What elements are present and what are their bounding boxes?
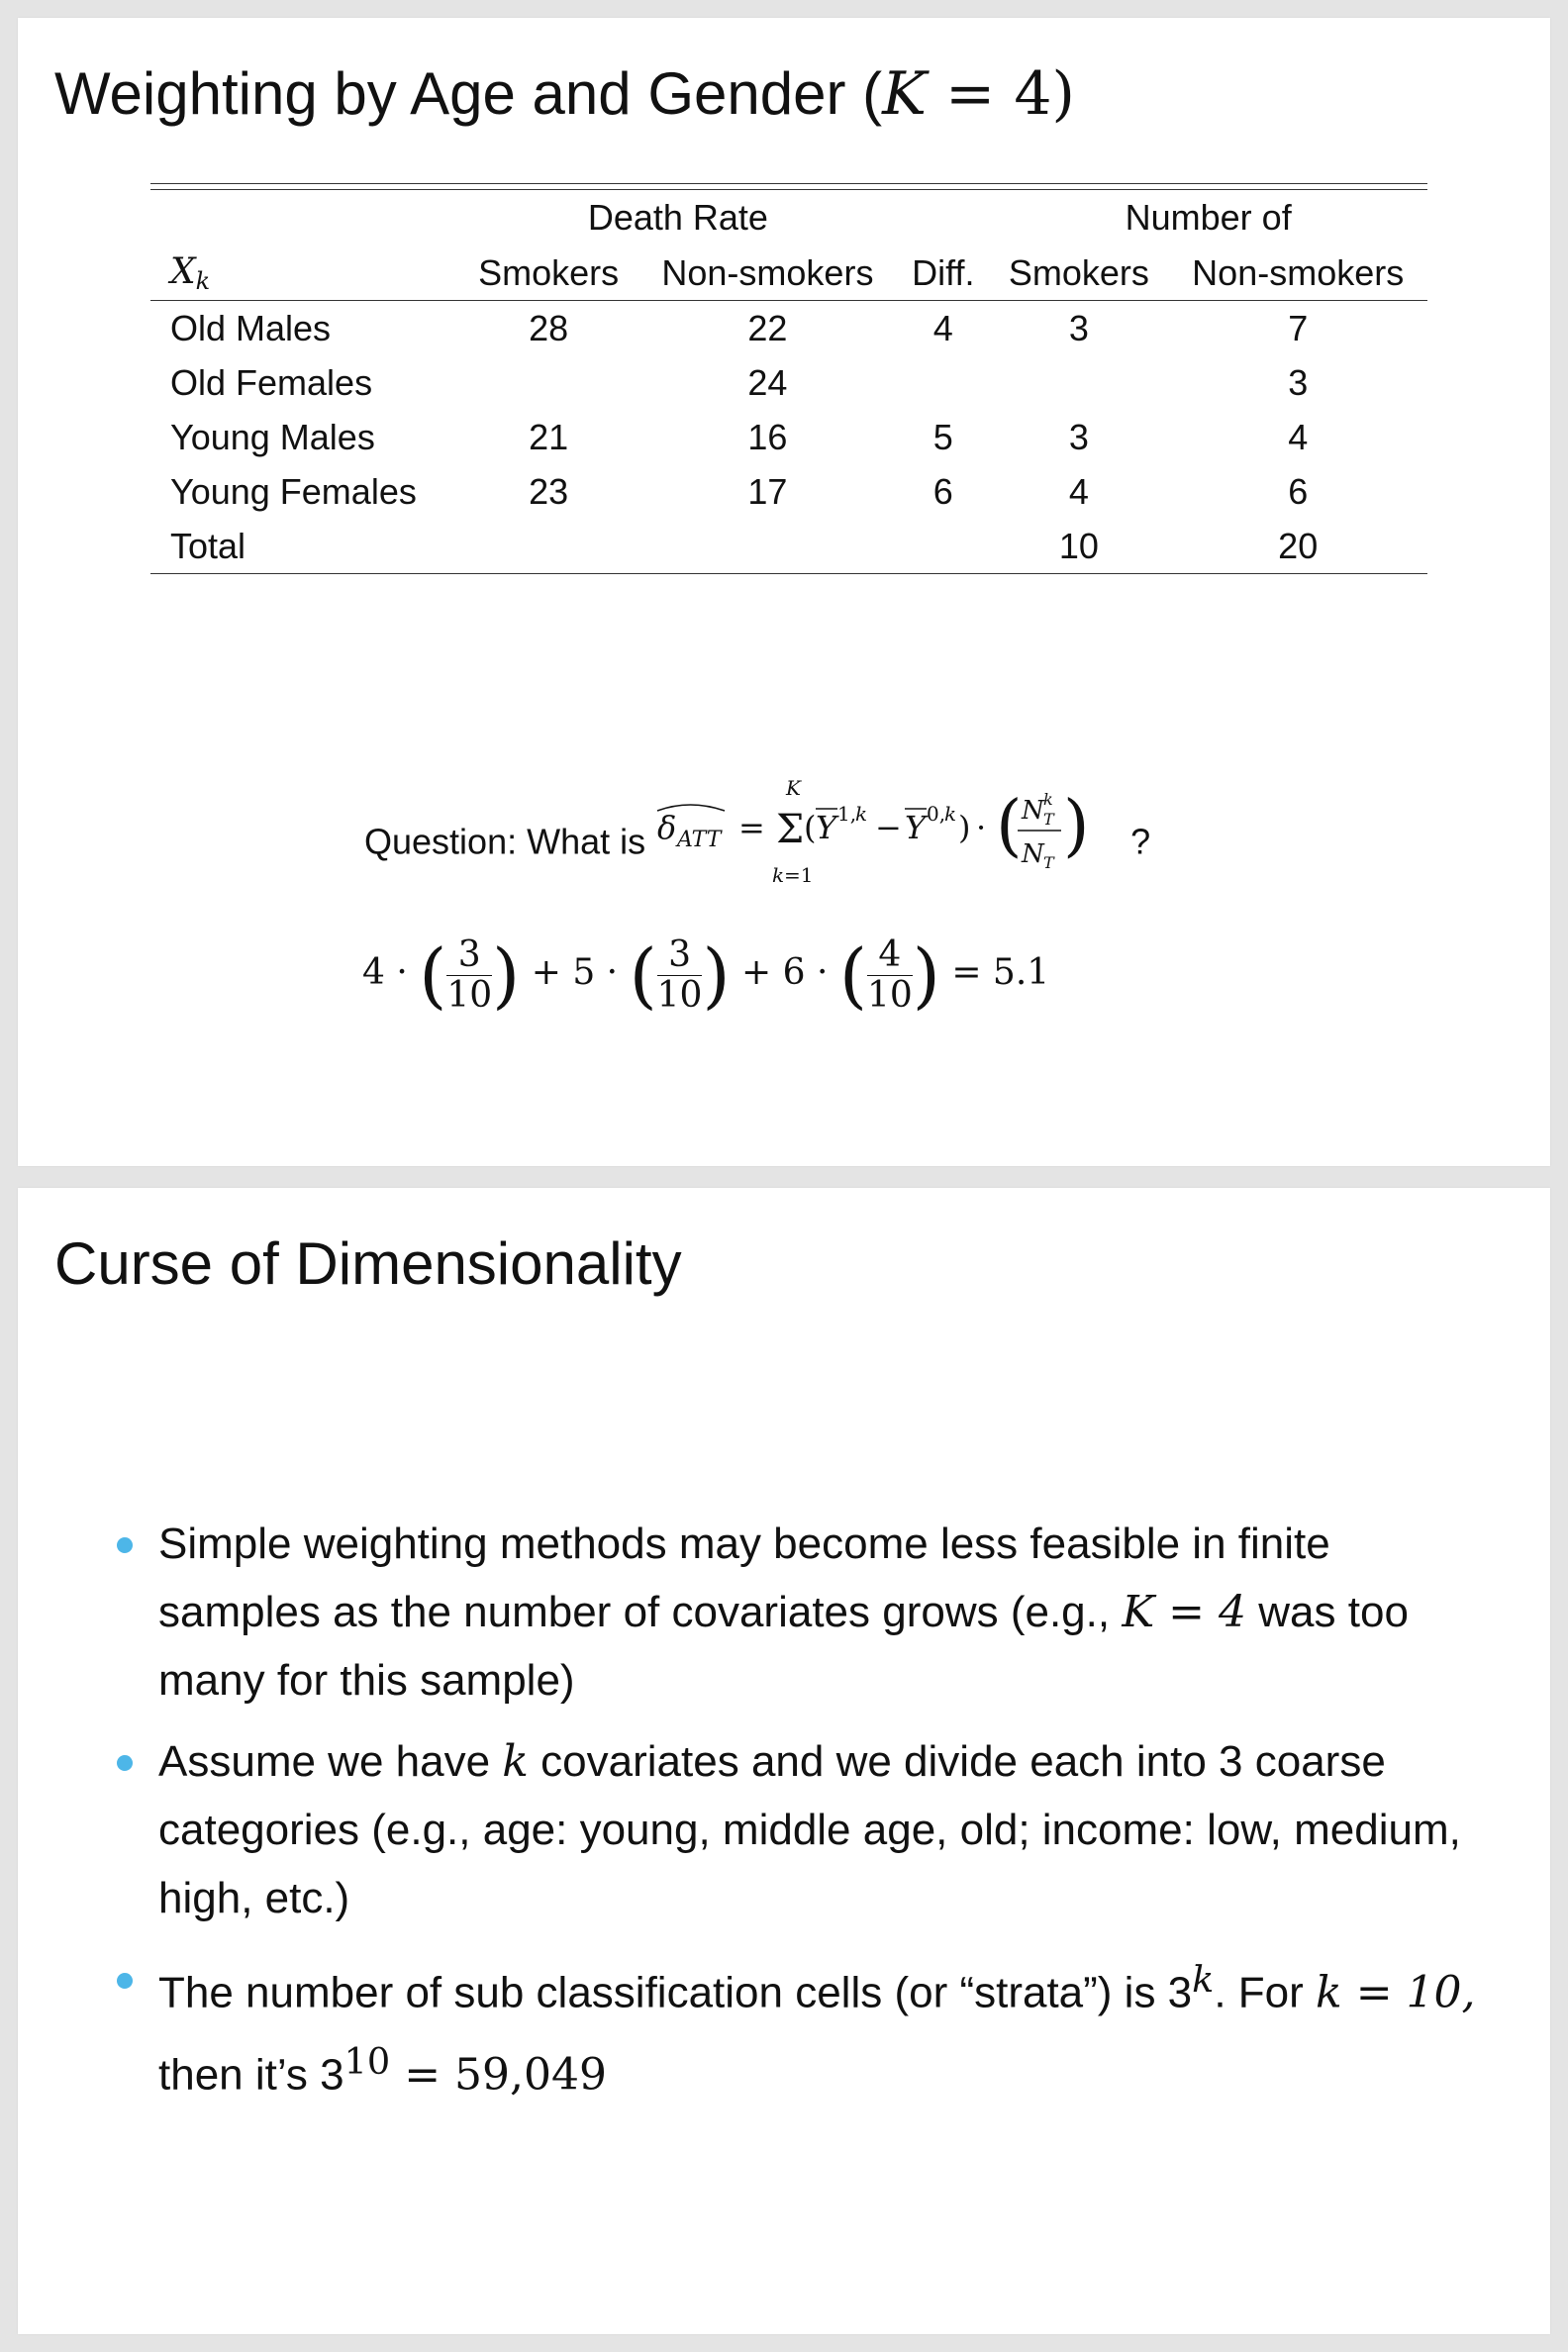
death-rate-table <box>150 183 1427 574</box>
svg-text:T: T <box>1043 853 1054 872</box>
table-cell: 4 <box>932 307 953 348</box>
svg-text:): ) <box>958 809 971 846</box>
svg-text:(: ( <box>996 787 1023 865</box>
table-row <box>150 519 1427 574</box>
svg-text:N: N <box>1022 796 1044 826</box>
svg-text:δ: δ <box>657 809 677 846</box>
bullet-item: Simple weighting methods may become less feasible in finite samples as the number of covariates grows (e.g., K = 4 was too many for this sample) <box>117 1510 1503 1715</box>
table-cell: 4 <box>1068 470 1089 512</box>
svg-text:·: · <box>976 809 987 846</box>
svg-text:Y: Y <box>905 809 927 846</box>
table-cell: 3 <box>1068 307 1089 348</box>
calculation: 4 · ( $\frac{3}{10}$ ) + 5 · ( $\frac{3}{10}$ ) + 6 · ( $\frac{4}{10}$ ) = 5.1 <box>362 933 1050 1017</box>
svg-text:K: K <box>786 776 802 800</box>
column-header: Non-smokers <box>638 245 898 301</box>
svg-text:−: − <box>875 809 902 846</box>
slide-curse <box>18 1188 1550 2334</box>
svg-text:k: k <box>944 802 957 826</box>
bullet-dot-icon <box>117 1973 133 1989</box>
svg-text:Σ: Σ <box>776 807 805 852</box>
slide-weighting <box>18 18 1550 1166</box>
svg-text:=1: =1 <box>784 863 814 887</box>
table-cell: 16 <box>747 416 788 457</box>
table-cell: 20 <box>1168 519 1427 574</box>
table-cell: 7 <box>1288 307 1309 348</box>
svg-text:(: ( <box>804 809 817 846</box>
table-cell: 6 <box>1288 470 1309 512</box>
table-cell: 22 <box>747 307 788 348</box>
column-header: Non-smokers <box>1168 245 1427 301</box>
svg-text:=: = <box>738 809 765 846</box>
svg-text:ATT: ATT <box>677 828 722 852</box>
table-cell: 21 <box>529 416 569 457</box>
table-cell <box>638 519 898 574</box>
table-cell: 3 <box>1068 416 1089 457</box>
svg-text:k: k <box>855 802 868 826</box>
bullet-item: The number of sub classification cells (or “strata”) is 3$^k$. For k = 10, then it’s $3^{10} = 59,049$ <box>117 1945 1503 2108</box>
table-cell: 3 <box>1288 361 1309 403</box>
column-header: Diff. <box>897 245 989 301</box>
table-cell: 23 <box>529 470 569 512</box>
svg-text:T: T <box>1043 810 1054 829</box>
svg-text:1,: 1, <box>837 802 857 826</box>
table-row <box>150 410 1427 464</box>
att-formula <box>655 765 1121 894</box>
column-header: Smokers <box>459 245 638 301</box>
svg-text:k: k <box>772 863 785 887</box>
bullet-dot-icon <box>117 1755 133 1771</box>
column-header: Smokers <box>989 245 1168 301</box>
table-row <box>150 301 1427 356</box>
bullet-item: Assume we have k covariates and we divide each into 3 coarse categories (e.g., age: young, middle age, old; income: low, medium, high, etc.) <box>117 1727 1503 1932</box>
bullet-list <box>117 1510 1503 2121</box>
question: Question: What is δ ATT = Σ K k =1 ( Y 1, k − Y 0, k ) · ( N k T N T ) ? <box>364 795 1150 894</box>
row-label: Old Females <box>170 361 373 403</box>
table-cell <box>989 355 1168 410</box>
question-text: Question: What is <box>364 821 656 862</box>
group-header: Number of <box>1125 197 1292 238</box>
slide-title: Curse of Dimensionality <box>54 1230 682 1297</box>
row-label: Total <box>150 519 459 574</box>
table-cell: 17 <box>747 470 788 512</box>
table-cell: 4 <box>1288 416 1309 457</box>
svg-text:N: N <box>1022 839 1044 869</box>
table-row <box>150 355 1427 410</box>
svg-text:): ) <box>1063 787 1090 865</box>
group-header: Death Rate <box>587 197 768 238</box>
bullet-dot-icon <box>117 1537 133 1553</box>
calc-result: = 5.1 <box>951 952 1050 993</box>
table-cell <box>459 519 638 574</box>
table-cell: 28 <box>529 307 569 348</box>
svg-text:Y: Y <box>816 809 837 846</box>
row-label: Old Males <box>170 307 332 348</box>
table-cell <box>459 355 638 410</box>
row-label: Young Males <box>170 416 375 457</box>
table-cell: 6 <box>932 470 953 512</box>
table-cell: 5 <box>932 416 953 457</box>
table-row <box>150 464 1427 519</box>
slide-title: Weighting by Age and Gender (K = 4) <box>54 59 1075 129</box>
svg-text:k: k <box>1043 790 1053 809</box>
row-header-xk: Xk <box>150 245 459 301</box>
table-cell: 10 <box>989 519 1168 574</box>
svg-text:0,: 0, <box>927 802 946 826</box>
table-cell <box>897 355 989 410</box>
table-cell <box>897 519 989 574</box>
table-cell: 24 <box>747 361 788 403</box>
row-label: Young Females <box>170 470 417 512</box>
